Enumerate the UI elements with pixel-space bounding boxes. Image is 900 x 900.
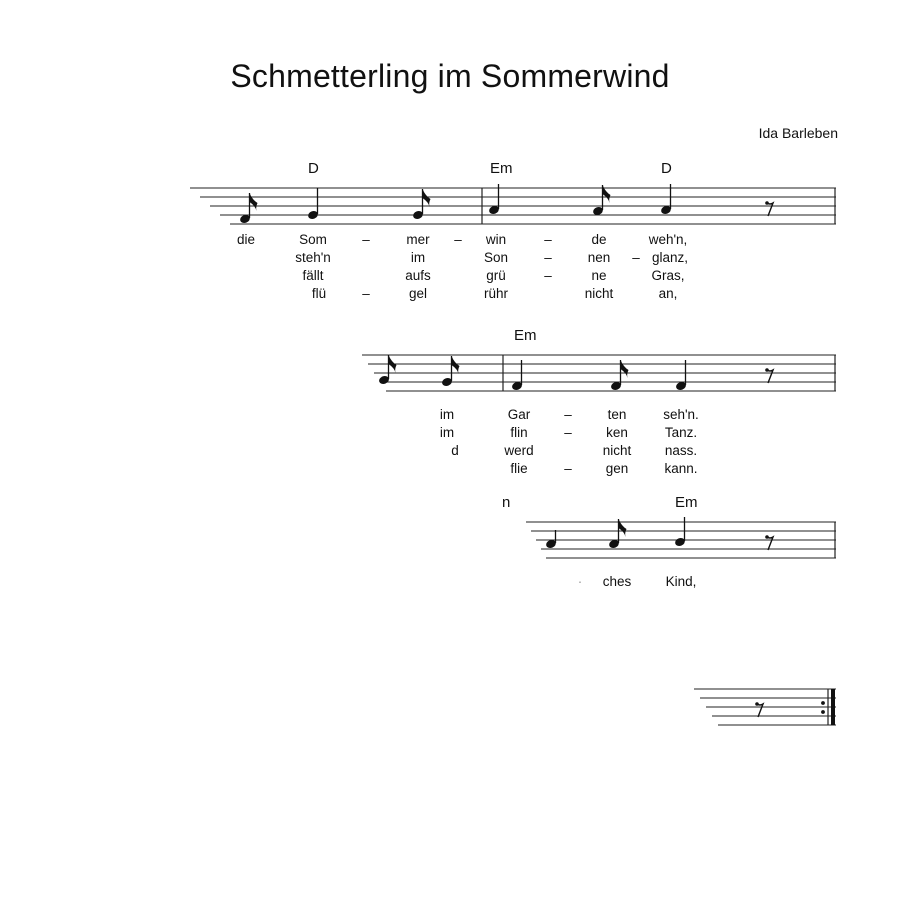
lyric-syllable: aufs xyxy=(405,268,431,283)
eighth-rest xyxy=(767,370,773,383)
lyric-syllable: an, xyxy=(658,286,678,301)
note-flag xyxy=(250,193,258,211)
lyric-syllable: nicht xyxy=(584,286,614,301)
staff-system-4 xyxy=(694,689,836,725)
lyric-syllable: kann. xyxy=(664,461,698,476)
lyric-syllable: weh'n, xyxy=(648,232,688,247)
chord-symbol: D xyxy=(308,160,319,177)
lyric-syllable: gen xyxy=(605,461,629,476)
lyric-syllable: win xyxy=(485,232,507,247)
lyric-syllable: im xyxy=(439,407,455,422)
lyric-syllable: grü xyxy=(486,268,506,283)
chord-symbol: n xyxy=(502,494,511,511)
chord-symbol: Em xyxy=(675,494,698,511)
chord-symbol: Em xyxy=(514,327,537,344)
eighth-rest xyxy=(767,203,773,216)
lyric-syllable: seh'n. xyxy=(663,407,699,422)
lyric-syllable: glanz, xyxy=(651,250,689,265)
lyric-syllable: flin xyxy=(510,425,528,440)
lyric-syllable: im xyxy=(439,425,455,440)
lyric-syllable: Tanz. xyxy=(664,425,698,440)
lyric-syllable: flie xyxy=(510,461,528,476)
lyric-syllable: · xyxy=(577,574,583,589)
eighth-rest-dot xyxy=(755,702,759,706)
composer-name: Ida Barleben xyxy=(758,125,838,141)
eighth-rest-dot xyxy=(765,368,769,372)
lyric-syllable: flü xyxy=(311,286,327,301)
lyric-syllable: Som xyxy=(299,232,327,247)
lyric-syllable: de xyxy=(591,232,607,247)
lyric-syllable: steh'n xyxy=(295,250,331,265)
lyric-syllable: ne xyxy=(591,268,607,283)
lyric-syllable: nicht xyxy=(602,443,632,458)
notes-system-1 xyxy=(239,184,773,224)
staff-system-2 xyxy=(362,355,836,391)
lyric-syllable: Gras, xyxy=(651,268,685,283)
lyric-syllable: fällt xyxy=(302,268,324,283)
lyric-hyphen: – xyxy=(564,425,572,440)
lyric-hyphen: – xyxy=(362,232,370,247)
note-flag xyxy=(621,360,629,378)
lyric-hyphen: – xyxy=(544,250,552,265)
lyric-syllable: nen xyxy=(587,250,611,265)
lyric-syllable: ken xyxy=(606,425,628,440)
chord-symbol: Em xyxy=(490,160,513,177)
lyric-hyphen: – xyxy=(544,268,552,283)
lyric-syllable: d xyxy=(451,443,459,458)
lyric-syllable: Gar xyxy=(507,407,531,422)
lyric-syllable: gel xyxy=(408,286,428,301)
song-title: Schmetterling im Sommerwind xyxy=(230,58,670,94)
lyric-hyphen: – xyxy=(632,250,640,265)
eighth-rest-dot xyxy=(765,535,769,539)
lyric-syllable: die xyxy=(236,232,256,247)
lyric-hyphen: – xyxy=(544,232,552,247)
lyric-syllable: Kind, xyxy=(665,574,697,589)
lyric-syllable: ten xyxy=(607,407,627,422)
lyric-hyphen: – xyxy=(362,286,370,301)
lyric-syllable: rühr xyxy=(483,286,509,301)
lyric-syllable: im xyxy=(410,250,426,265)
note-flag xyxy=(452,356,460,374)
lyric-hyphen: – xyxy=(564,461,572,476)
repeat-dot xyxy=(821,710,825,714)
lyric-syllable: werd xyxy=(504,443,534,458)
staff-system-1 xyxy=(190,188,836,224)
lyric-syllable: mer xyxy=(406,232,430,247)
lyric-syllable: ches xyxy=(602,574,632,589)
repeat-dot xyxy=(821,701,825,705)
chord-symbol: D xyxy=(661,160,672,177)
note-flag xyxy=(423,189,431,207)
lyric-hyphen: – xyxy=(454,232,462,247)
lyric-syllable: Son xyxy=(483,250,509,265)
eighth-rest xyxy=(767,537,773,550)
eighth-rest-dot xyxy=(765,201,769,205)
lyric-syllable: nass. xyxy=(664,443,698,458)
eighth-rest xyxy=(757,704,763,717)
lyric-hyphen: – xyxy=(564,407,572,422)
